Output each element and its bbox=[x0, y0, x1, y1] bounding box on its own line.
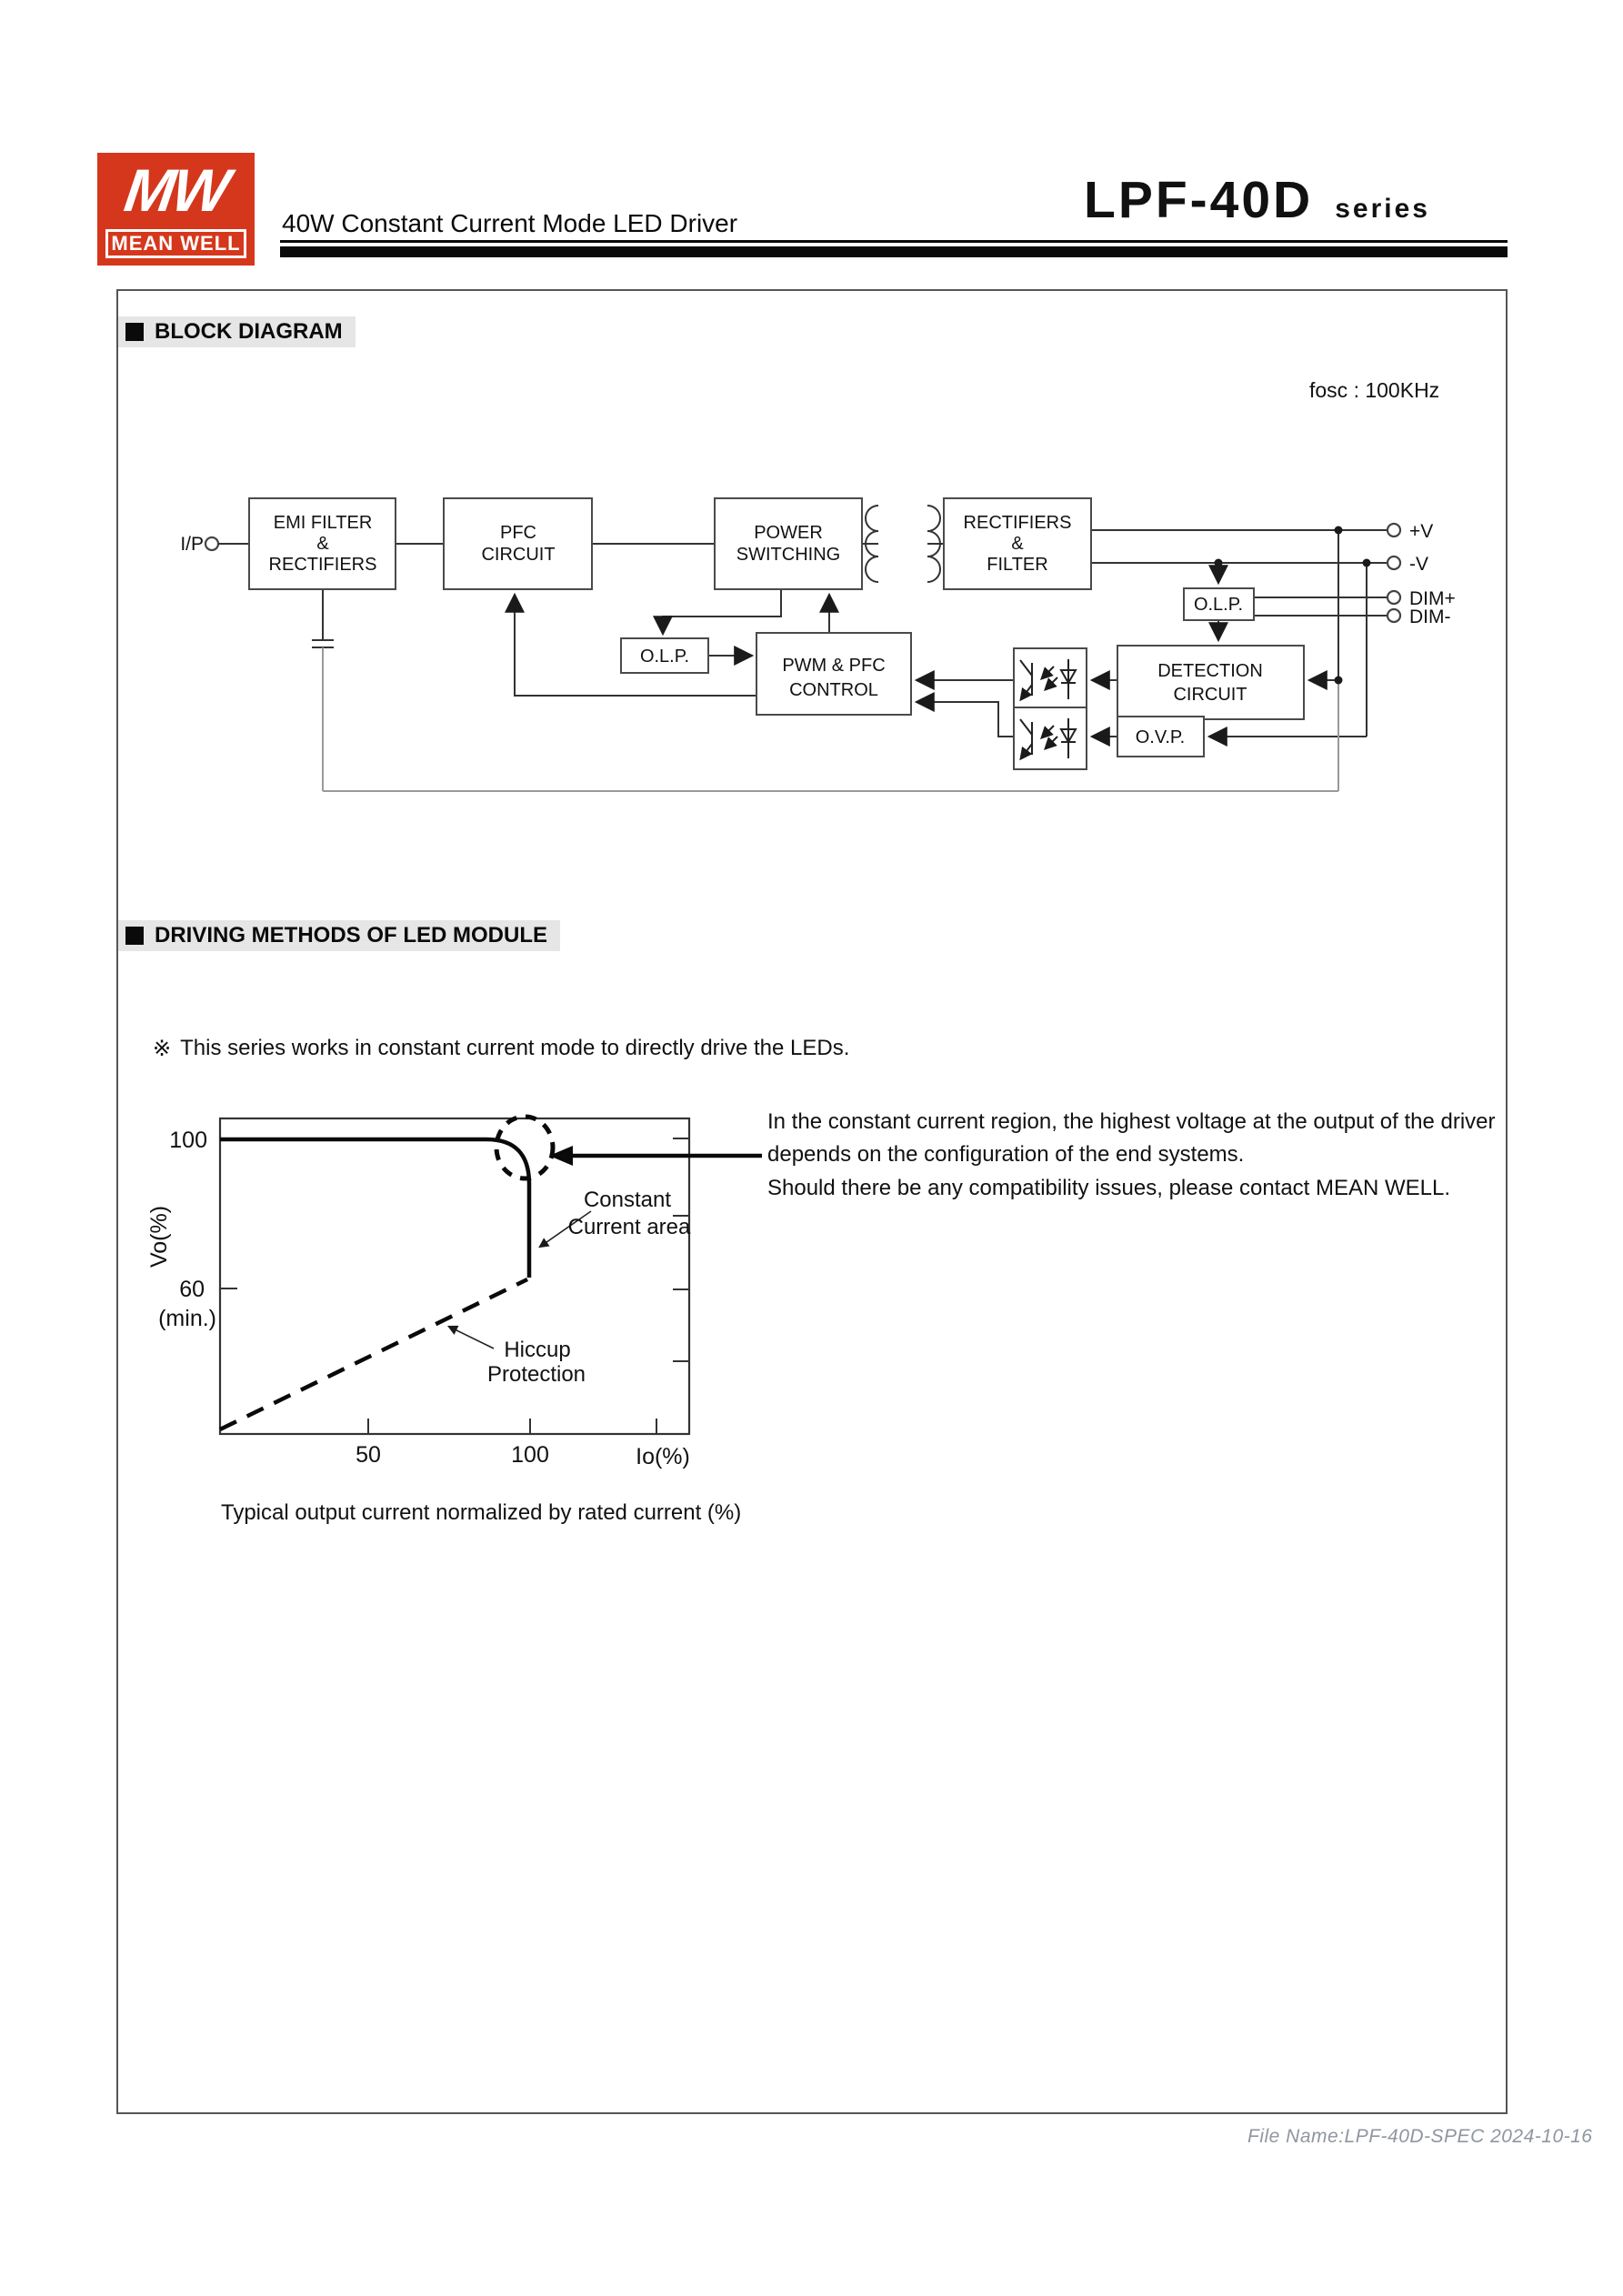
ytick-60: 60 bbox=[179, 1277, 205, 1302]
paragraph-line: depends on the configuration of the end systems. bbox=[767, 1142, 1245, 1167]
input-terminal bbox=[205, 537, 218, 550]
xtick-100: 100 bbox=[511, 1442, 549, 1468]
block-diagram-figure bbox=[180, 378, 1455, 791]
logo-mw-icon: MW bbox=[120, 156, 232, 224]
x-axis-label: Io(%) bbox=[636, 1444, 690, 1469]
terminal-label: -V bbox=[1409, 554, 1428, 575]
svg-text:O.V.P.: O.V.P. bbox=[1135, 727, 1186, 747]
note-symbol-icon: ※ bbox=[153, 1037, 172, 1061]
output-terminals bbox=[1388, 521, 1456, 627]
terminal-label: DIM- bbox=[1409, 607, 1451, 627]
block-detection-circuit bbox=[1117, 646, 1304, 719]
annotation-constant-line1: Constant bbox=[583, 1188, 672, 1212]
fosc-label: fosc : 100KHz bbox=[1309, 378, 1440, 402]
optocoupler-icon bbox=[1014, 648, 1087, 710]
annotation-hiccup-line2: Protection bbox=[486, 1362, 586, 1387]
input-label: I/P bbox=[180, 534, 204, 555]
product-title: 40W Constant Current Mode LED Driver bbox=[282, 209, 738, 237]
svg-text:EMI FILTER: EMI FILTER bbox=[273, 513, 373, 533]
paragraph-line: In the constant current region, the highest voltage at the output of the driver bbox=[767, 1109, 1496, 1134]
block-ovp bbox=[1117, 717, 1204, 757]
annotation-hiccup-line1: Hiccup bbox=[504, 1338, 571, 1362]
svg-text:O.L.P.: O.L.P. bbox=[639, 647, 690, 667]
ytick-min: (min.) bbox=[158, 1306, 216, 1331]
terminal-label: DIM+ bbox=[1409, 588, 1456, 609]
svg-text:CONTROL: CONTROL bbox=[789, 680, 878, 700]
svg-text:SWITCHING: SWITCHING bbox=[736, 545, 841, 565]
section-title: BLOCK DIAGRAM bbox=[155, 319, 343, 344]
svg-text:DETECTION: DETECTION bbox=[1157, 661, 1263, 681]
series-suffix: series bbox=[1335, 194, 1430, 224]
svg-text:CIRCUIT: CIRCUIT bbox=[481, 545, 556, 565]
block-pwm-pfc-control bbox=[756, 633, 911, 715]
chart-caption: Typical output current normalized by rated current (%) bbox=[221, 1500, 742, 1525]
svg-text:FILTER: FILTER bbox=[987, 555, 1048, 575]
svg-text:PFC: PFC bbox=[500, 523, 536, 543]
block-olp-right bbox=[1184, 588, 1254, 620]
ytick-100: 100 bbox=[169, 1128, 207, 1153]
block-emi-filter-rectifiers bbox=[249, 498, 396, 589]
svg-text:CIRCUIT: CIRCUIT bbox=[1173, 685, 1247, 705]
annotation-constant-line2: Current area bbox=[567, 1215, 691, 1239]
svg-text:RECTIFIERS: RECTIFIERS bbox=[268, 555, 377, 575]
note-text: This series works in constant current mode to directly drive the LEDs. bbox=[180, 1036, 850, 1060]
svg-text:PWM & PFC: PWM & PFC bbox=[782, 656, 886, 676]
svg-text:&: & bbox=[316, 534, 329, 554]
svg-text:RECTIFIERS: RECTIFIERS bbox=[963, 513, 1072, 533]
logo-meanwell-label: MEAN WELL bbox=[105, 229, 246, 258]
svg-text:O.L.P.: O.L.P. bbox=[1193, 595, 1244, 615]
paragraph-line: Should there be any compatibility issues, please contact MEAN WELL. bbox=[767, 1176, 1451, 1200]
xtick-50: 50 bbox=[356, 1442, 381, 1468]
svg-text:POWER: POWER bbox=[754, 523, 823, 543]
series-name: LPF-40D bbox=[1084, 171, 1314, 229]
svg-text:&: & bbox=[1011, 534, 1024, 554]
output-characteristic-chart bbox=[146, 1117, 762, 1469]
optocoupler-icon bbox=[1014, 707, 1087, 769]
y-axis-label: Vo(%) bbox=[146, 1205, 172, 1268]
block-pfc-circuit bbox=[444, 498, 592, 589]
terminal-label: +V bbox=[1409, 521, 1434, 542]
file-info: File Name:LPF-40D-SPEC 2024-10-16 bbox=[1247, 2126, 1593, 2147]
section-title: DRIVING METHODS OF LED MODULE bbox=[155, 923, 547, 947]
block-rectifiers-filter bbox=[944, 498, 1091, 589]
block-olp-left bbox=[621, 638, 708, 673]
block-power-switching bbox=[715, 498, 862, 589]
